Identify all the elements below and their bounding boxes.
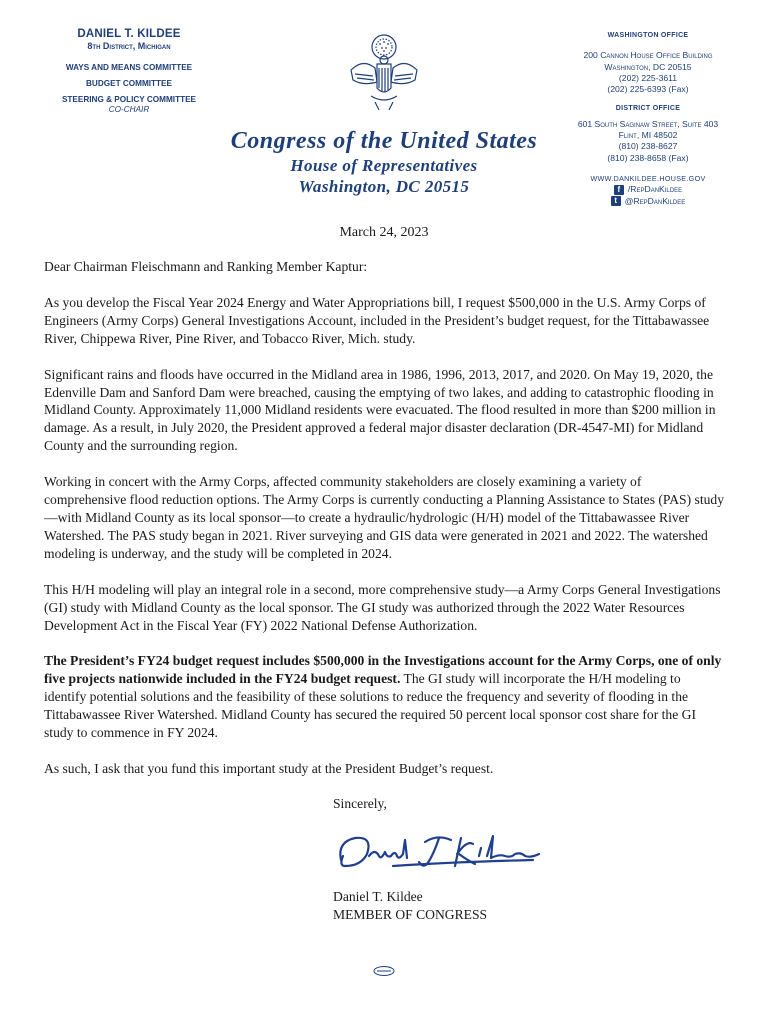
facebook-icon: f [614,185,624,195]
great-seal-icon [341,30,427,116]
washington-address-1: 200 Cannon House Office Building [583,50,713,61]
paragraph-3: Working in concert with the Army Corps, affected community stakeholders are closely examining a variety of comprehensive flood reduction options. The Army Corps is currently conducting a Planning Assistance to States (PAS) study—with Midland County as its local sponsor—to create a hydraulic/hydrologic (H/H) model of the Tittabawassee River Watershed. The PAS study began in 2021. River surveying and GIS data were generated in 2021 and 2022. The watershed modeling is underway, and the study will be completed in 2024. [44,474,724,561]
paragraph-5-bold: The President’s FY24 budget request includes $500,000 in the Investigations account for the Army Corps, one of only five projects nationwide included in the FY24 budget request. [44,653,722,687]
member-info [44,28,214,114]
district-address-1: 601 South Saginaw Street, Suite 403 [577,118,719,129]
washington-address-2: Washington, DC 20515 [604,61,692,72]
district-phone: (810) 238-8627 [618,141,678,152]
closing: Sincerely, [333,796,387,811]
district-address-2: Flint, MI 48502 [618,130,678,141]
facebook-handle: /RepDanKildee [627,184,683,195]
twitter-handle: @RepDanKildee [624,195,686,206]
letter-date: March 24, 2023 [339,225,429,240]
washington-fax: (202) 225-6393 (Fax) [607,84,689,95]
district-office-heading: DISTRICT OFFICE [615,105,681,113]
signer-name: Daniel T. Kildee [333,889,423,904]
committee-steering: STEERING & POLICY COMMITTEE [61,95,197,104]
committee-role: CO-CHAIR [108,105,150,114]
washington-phone: (202) 225-3611 [618,72,678,83]
website: WWW.DANKILDEE.HOUSE.GOV [590,173,706,183]
paragraph-4: This H/H modeling will play an integral role in a second, more comprehensive study—a Army Corps General Investigations (GI) study with Midland County as the local sponsor. The GI study was authorized through the 2022 Water Resources Development Act in the Fiscal Year (FY) 2022 National Defense Authorization. [44,581,721,633]
paragraph-5 [44,652,724,742]
district-fax: (810) 238-8658 (Fax) [607,152,689,163]
district: 8th District, Michigan [87,41,171,51]
member-name: DANIEL T. KILDEE [77,28,181,40]
signature-image [333,826,548,874]
washington-office-heading: WASHINGTON OFFICE [607,32,689,39]
committee-budget: BUDGET COMMITTEE [86,79,172,88]
paragraph-2: Significant rains and floods have occurred in the Midland area in 1986, 1996, 2013, 2017, and 2020. On May 19, 2020, the Edenville Dam and Sanford Dam were breached, causing the emptying of two lakes, and adding to catastrophic flooding in Midland County. Approximately 11,000 Midland residents were evacuated. The flood resulted in more than $200 million in damage. As a result, in July 2020, the President approved a federal major disaster declaration (DR-4547-MI) for Midland County and the surrounding region. [44,366,716,454]
city-title: Washington, DC 20515 [298,177,470,196]
salutation: Dear Chairman Fleischmann and Ranking Member Kaptur: [44,259,368,274]
twitter-icon: t [611,196,621,206]
congress-title: Congress of the United States [230,128,538,154]
paragraph-5-rest: The GI study will incorporate the H/H modeling to identify potential solutions and the feasibility of these solutions to reduce the frequency and severity of flooding in the Tittabawassee River Watershed. Midland County has secured the required 50 percent local sponsor cost share for the GI study to commence in FY 2024. [44,671,696,741]
paragraph-6: As such, I ask that you fund this important study at the President Budget’s request. [44,760,494,776]
print-bug-icon [372,964,396,978]
twitter-line [548,196,748,207]
signer-block [333,888,487,924]
paragraph-1: As you develop the Fiscal Year 2024 Energy and Water Appropriations bill, I request $500,000 in the U.S. Army Corps of Engineers (Army Corps) General Investigations Account, included in the President’s budget request, for the Tittabawassee River, Chippewa River, Pine River, and Tobacco River, Mich. study. [44,294,710,346]
committee-ways-means: WAYS AND MEANS COMMITTEE [65,63,193,72]
congress-heading [200,128,568,197]
signer-title: MEMBER OF CONGRESS [333,906,488,922]
office-info [548,30,748,207]
facebook-line [548,184,748,195]
letter-body [44,258,724,796]
house-title: House of Representatives [290,156,478,175]
